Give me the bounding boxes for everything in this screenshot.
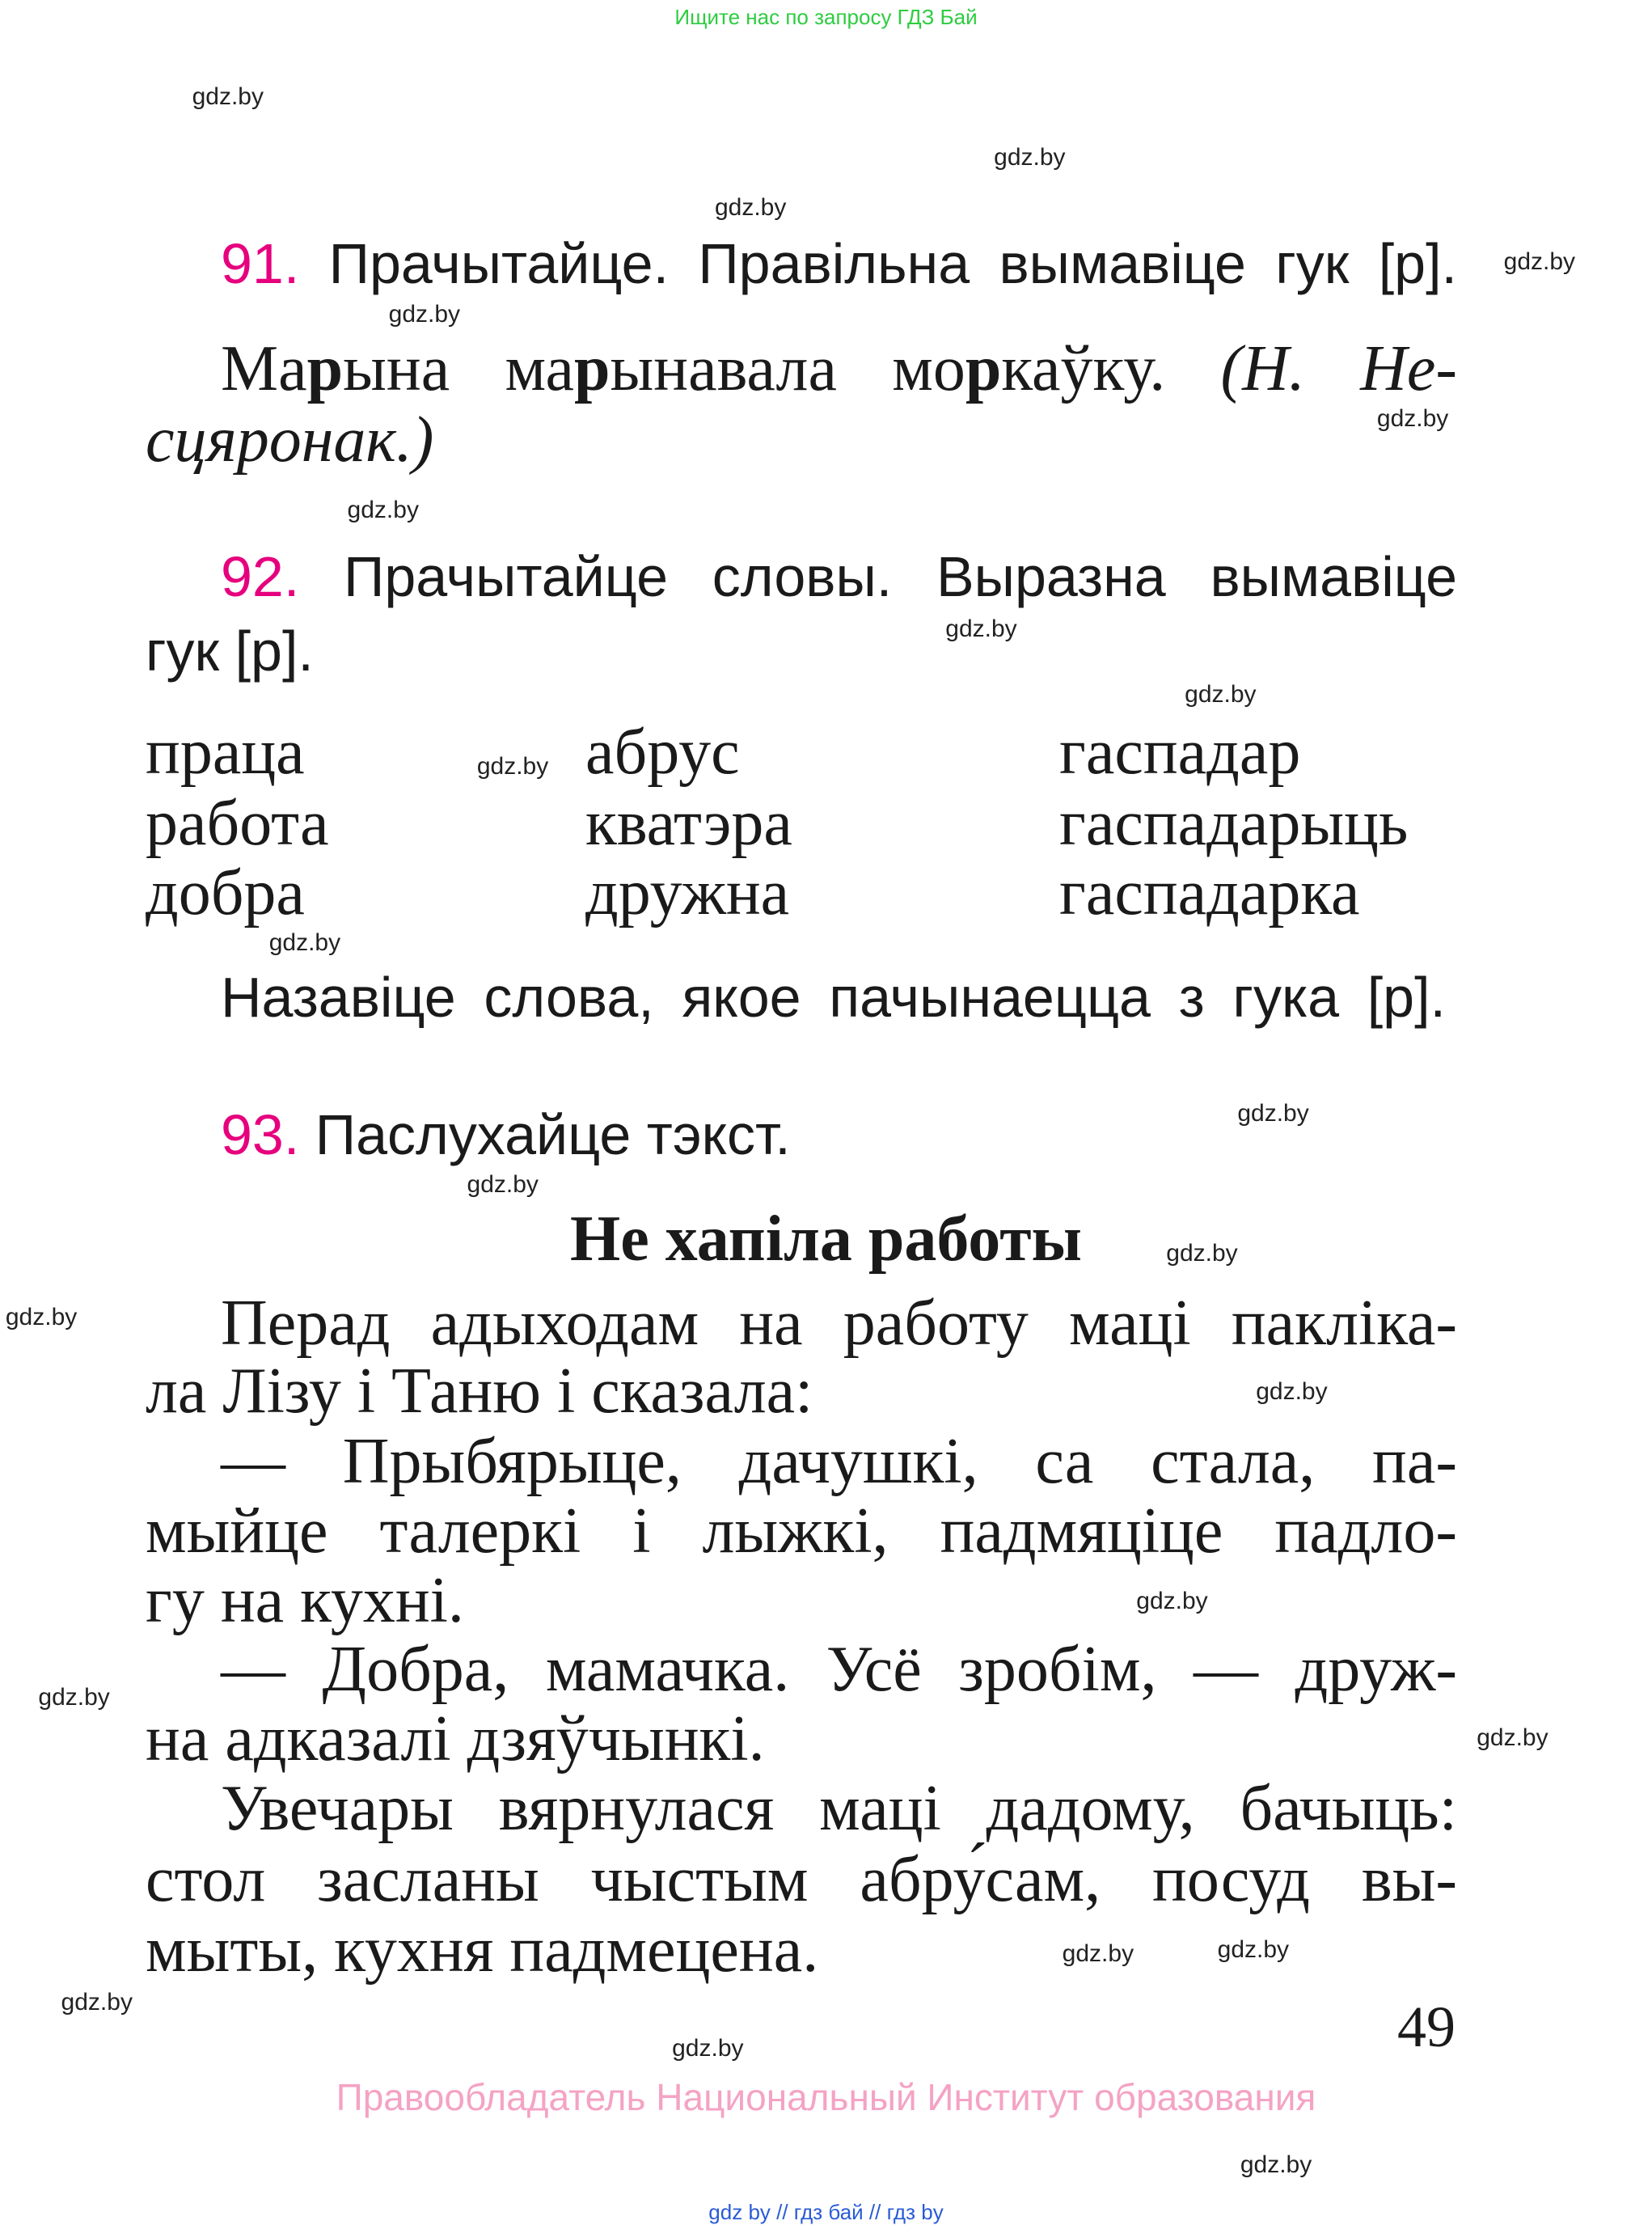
task-91-author-cont: сцяронак.) <box>146 404 434 476</box>
task-instruction: Прачытайце словы. Выразна вымавіце <box>344 545 1457 608</box>
text-part: каўку. <box>1001 333 1221 404</box>
text-part: Ма <box>221 333 307 404</box>
page-number: 49 <box>1397 1994 1456 2059</box>
word: дружна <box>585 857 790 928</box>
watermark: gdz.by <box>268 928 341 956</box>
footer-links[interactable]: gdz by // гдз бай // гдз by <box>708 2200 944 2224</box>
watermark: gdz.by <box>38 1684 110 1711</box>
story-line: Перад адыходам на работу маці пакліка- <box>221 1288 1457 1359</box>
bold-letter: р <box>306 333 344 404</box>
watermark: gdz.by <box>476 752 549 780</box>
bold-letter: р <box>965 333 1002 404</box>
word: гаспадарка <box>1059 857 1360 928</box>
task-92-heading-cont: гук [р]. <box>146 620 314 683</box>
watermark: gdz.by <box>192 82 264 110</box>
watermark: gdz.by <box>5 1304 78 1331</box>
watermark: gdz.by <box>1477 1724 1548 1751</box>
task-number: 92. <box>221 545 300 608</box>
bold-letter: р <box>574 333 611 404</box>
watermark: gdz.by <box>1217 1936 1290 1964</box>
watermark: gdz.by <box>61 1989 133 2016</box>
watermark: gdz.by <box>1240 2151 1312 2179</box>
watermark: gdz.by <box>1185 681 1257 709</box>
text-part: ына ма <box>343 333 575 404</box>
word: гаспадар <box>1059 717 1301 788</box>
watermark: gdz.by <box>1166 1239 1238 1267</box>
watermark: gdz.by <box>1237 1100 1309 1127</box>
watermark: gdz.by <box>1062 1940 1134 1968</box>
word: абрус <box>585 717 740 788</box>
story-line: мыйце талеркі і лыжкі, падмяціце падло- <box>146 1495 1457 1567</box>
word: работа <box>146 788 329 859</box>
watermark: gdz.by <box>388 301 461 328</box>
task-number: 93. <box>221 1103 300 1166</box>
story-line: гу на кухні. <box>146 1565 464 1636</box>
author: (Н. Не- <box>1220 333 1457 404</box>
task-number: 91. <box>221 232 300 295</box>
story-line: — Добра, мамачка. Усё зробім, — друж- <box>221 1634 1457 1705</box>
watermark: gdz.by <box>714 194 787 222</box>
word: гаспадарыць <box>1059 788 1409 859</box>
watermark: gdz.by <box>994 144 1066 171</box>
word: праца <box>146 717 305 788</box>
watermark: gdz.by <box>1136 1587 1208 1614</box>
task-93-heading <box>221 1103 791 1166</box>
task-92-question: Назавіце слова, якое пачынаецца з гука [р]. <box>221 966 1446 1029</box>
task-92-heading <box>221 545 1457 608</box>
watermark: gdz.by <box>672 2034 744 2062</box>
watermark: gdz.by <box>1376 404 1449 432</box>
task-91-text-line <box>221 333 1457 404</box>
task-instruction: Прачытайце. Правільна вымавіце гук [р]. <box>328 232 1458 295</box>
story-line: Увечары вярнулася маці дадому, бачыць: <box>221 1773 1457 1844</box>
story-line: — Прыбярыце, дачушкі, са стала, па- <box>221 1426 1457 1497</box>
task-instruction: Паслухайце тэкст. <box>315 1103 791 1166</box>
footer-rights-holder: Правообладатель Национальный Институт образования <box>336 2076 1316 2118</box>
word: добра <box>146 857 305 928</box>
watermark: gdz.by <box>467 1171 539 1199</box>
story-line: стол засланы чыстым абру́сам, посуд вы- <box>146 1844 1457 1915</box>
story-title: Не хапіла работы <box>570 1203 1082 1275</box>
watermark: gdz.by <box>1503 248 1576 276</box>
story-line: ла Лізу і Таню і сказала: <box>146 1356 813 1427</box>
header-search-hint: Ищите нас по запросу ГДЗ Бай <box>674 5 978 29</box>
task-91-heading <box>221 232 1458 295</box>
watermark: gdz.by <box>1256 1377 1328 1405</box>
watermark: gdz.by <box>347 496 419 523</box>
watermark: gdz.by <box>945 615 1017 643</box>
story-line: мыты, кухня падмецена. <box>146 1914 819 1986</box>
text-part: ынавала мо <box>610 333 965 404</box>
word: кватэра <box>585 788 792 859</box>
story-line: на адказалі дзяўчынкі. <box>146 1703 765 1775</box>
